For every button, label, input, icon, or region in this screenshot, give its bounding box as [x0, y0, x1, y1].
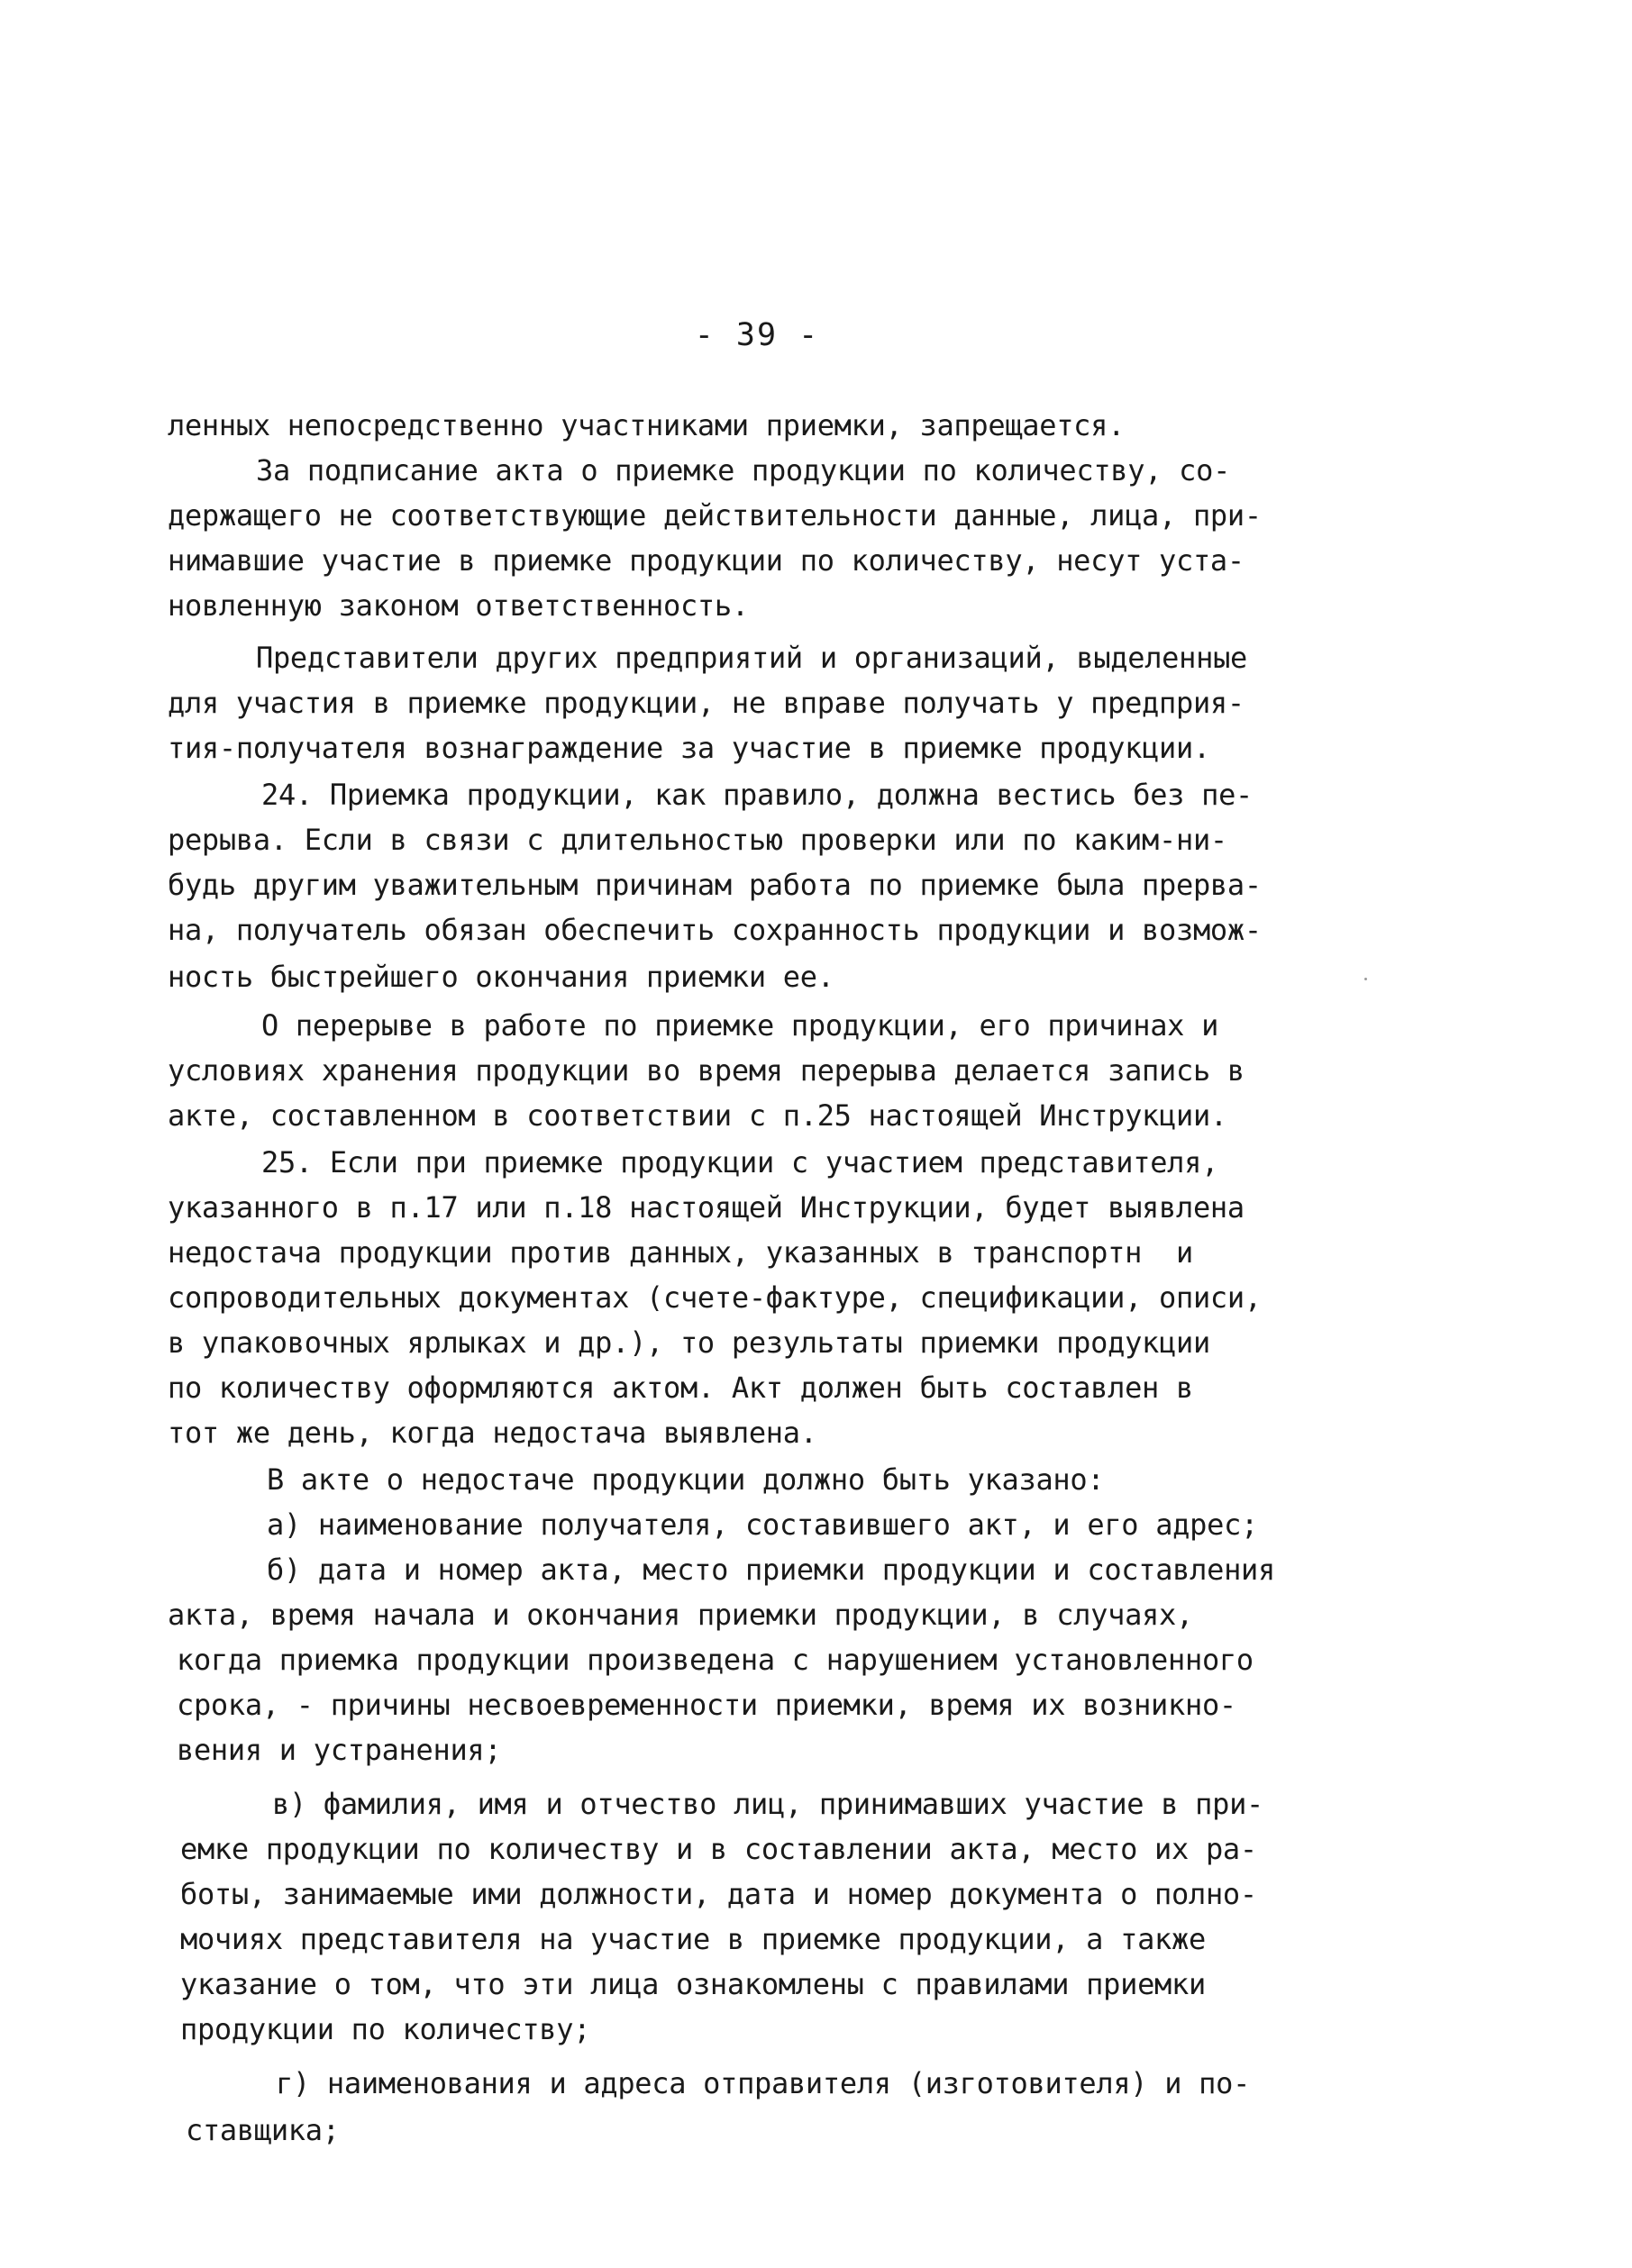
text-line: продукции по количеству; — [180, 2012, 591, 2046]
text-line: б) дата и номер акта, место приемки продукции и составления — [267, 1553, 1275, 1587]
text-line: боты, занимаемые ими должности, дата и номер документа о полно- — [180, 1877, 1257, 1911]
text-line: 25. Если при приемке продукции с участием представителя, — [261, 1145, 1219, 1180]
text-line: О перерыве в работе по приемке продукции, его причинах и — [261, 1008, 1219, 1043]
text-line: В акте о недостаче продукции должно быть указано: — [267, 1462, 1105, 1497]
text-line: акта, время начала и окончания приемки продукции, в случаях, — [168, 1598, 1193, 1632]
text-line: г) наименования и адреса отправителя (изготовителя) и по- — [276, 2066, 1251, 2100]
text-line: срока, - причины несвоевременности приемки, время их возникно- — [177, 1688, 1236, 1722]
text-line: емке продукции по количеству и в составлении акта, место их ра- — [180, 1832, 1257, 1866]
scan-speck — [1364, 978, 1367, 980]
text-line: по количеству оформляются актом. Акт должен быть составлен в — [168, 1371, 1193, 1405]
text-line: недостача продукции против данных, указанных в транспортн и — [168, 1235, 1193, 1270]
text-line: сопроводительных документах (счете-фактуре, спецификации, описи, — [168, 1280, 1262, 1315]
text-line: держащего не соответствующие действительности данные, лица, при- — [168, 498, 1262, 533]
text-line: За подписание акта о приемке продукции по количеству, со- — [256, 453, 1231, 487]
text-line: на, получатель обязан обеспечить сохранность продукции и возмож- — [168, 913, 1262, 947]
text-line: ность быстрейшего окончания приемки ее. — [168, 960, 834, 994]
text-line: а) наименование получателя, составившего акт, и его адрес; — [267, 1507, 1259, 1542]
text-line: будь другим уважительным причинам работа по приемке была прерва- — [168, 868, 1262, 902]
text-line: мочиях представителя на участие в приемке продукции, а также — [180, 1922, 1206, 1956]
text-line: ленных непосредственно участниками приемки, запрещается. — [168, 408, 1126, 442]
text-line: указание о том, что эти лица ознакомлены с правилами приемки — [180, 1967, 1206, 2001]
text-line: условиях хранения продукции во время перерыва делается запись в — [168, 1053, 1245, 1088]
text-line: тот же день, когда недостача выявлена. — [168, 1416, 817, 1450]
text-line: 24. Приемка продукции, как правило, должна вестись без пе- — [261, 778, 1254, 812]
text-line: указанного в п.17 или п.18 настоящей Инструкции, будет выявлена — [168, 1190, 1245, 1225]
text-line: в) фамилия, имя и отчество лиц, принимавших участие в при- — [272, 1787, 1264, 1821]
text-line: в упаковочных ярлыках и др.), то результаты приемки продукции — [168, 1325, 1210, 1360]
text-line: для участия в приемке продукции, не вправе получать у предприя- — [168, 686, 1245, 720]
text-line: ставщика; — [186, 2113, 340, 2147]
text-line: тия-получателя вознаграждение за участие в приемке продукции. — [168, 731, 1210, 765]
text-line: Представители других предприятий и организаций, выделенные — [256, 641, 1248, 675]
text-line: рерыва. Если в связи с длительностью проверки или по каким-ни- — [168, 823, 1227, 857]
text-line: когда приемка продукции произведена с нарушением установленного — [177, 1643, 1254, 1677]
text-line: вения и устранения; — [177, 1733, 502, 1767]
page-number: - 39 - — [694, 317, 820, 353]
text-line: нимавшие участие в приемке продукции по количеству, несут уста- — [168, 543, 1245, 578]
text-line: акте, составленном в соответствии с п.25 настоящей Инструкции. — [168, 1098, 1227, 1133]
text-line: новленную законом ответственность. — [168, 588, 749, 623]
